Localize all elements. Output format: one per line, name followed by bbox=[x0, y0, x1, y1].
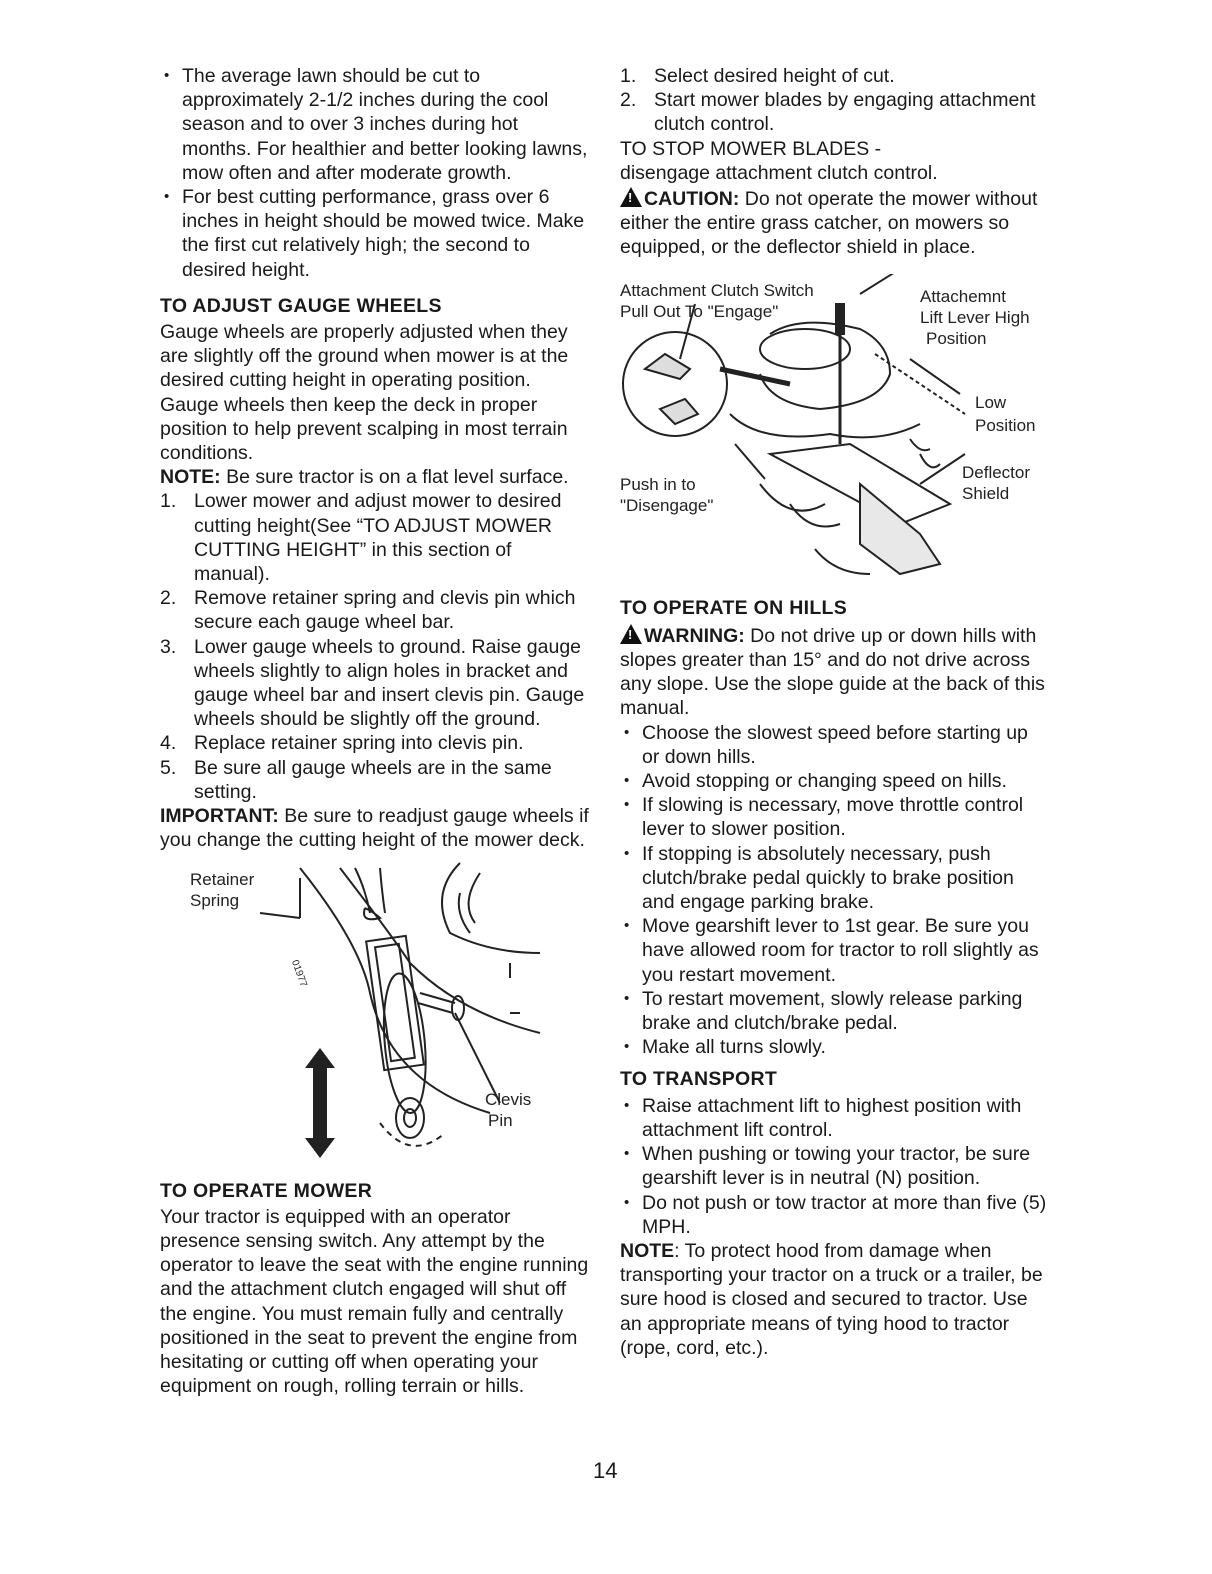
clutch-switch-figure bbox=[620, 274, 1050, 592]
step-text: Replace retainer spring into clevis pin. bbox=[194, 732, 524, 755]
gauge-note bbox=[160, 465, 590, 489]
step-number: 4. bbox=[160, 732, 177, 755]
clutch-label-line2: Pull Out To "Engage" bbox=[620, 301, 779, 321]
note-label: NOTE: bbox=[160, 466, 221, 489]
caution-text: Do not operate the mower without either the entire grass catcher, on mowers so equipped, or the deflector shield in place. bbox=[620, 188, 1038, 259]
list-item: • Raise attachment lift to highest position with attachment lift control. bbox=[620, 1094, 1050, 1142]
warning-text: Do not drive up or down hills with slopes greater than 15° and do not drive across any slope. Use the slope guide at the back of this manual. bbox=[620, 624, 1045, 720]
list-item: • For best cutting performance, grass over 6 inches in height should be mowed twice. Make the first cut relatively high; the second to desired height. bbox=[160, 185, 590, 282]
important-label: IMPORTANT: bbox=[160, 805, 279, 828]
list-item bbox=[160, 586, 590, 634]
mower-steps bbox=[620, 64, 1050, 137]
stop-blades-text: disengage attachment clutch control. bbox=[620, 161, 938, 184]
step-number: 2. bbox=[620, 89, 637, 112]
gauge-steps bbox=[160, 489, 590, 804]
deflector-label-line2: Shield bbox=[962, 483, 1010, 503]
clevis-label: Clevis bbox=[485, 1089, 532, 1109]
step-text: Lower gauge wheels to ground. Raise gauge wheels slightly to align holes in bracket and gauge wheel bar and insert clevis pin. Gauge wheels should be slightly off the ground. bbox=[194, 635, 585, 731]
deflector-label-line1: Deflector bbox=[962, 462, 1031, 482]
step-text: Remove retainer spring and clevis pin which secure each gauge wheel bar. bbox=[194, 587, 576, 634]
push-label-line2: "Disengage" bbox=[620, 495, 714, 515]
page-number: 14 bbox=[593, 1458, 618, 1483]
step-text: Start mower blades by engaging attachment clutch control. bbox=[654, 89, 1036, 136]
important-note bbox=[160, 804, 590, 852]
note-text: Be sure tractor is on a flat level surface. bbox=[220, 466, 569, 489]
transport-note bbox=[620, 1239, 1050, 1360]
caution-label: CAUTION: bbox=[644, 188, 740, 211]
spring-label: Spring bbox=[190, 890, 240, 910]
note-label: NOTE bbox=[620, 1239, 675, 1262]
right-column bbox=[620, 64, 1050, 1360]
low-label-line1: Low bbox=[975, 392, 1007, 412]
step-text: Lower mower and adjust mower to desired cutting height(See “TO ADJUST MOWER CUTTING HEIGHT” in this section of manual). bbox=[194, 490, 562, 586]
list-item: • Do not push or tow tractor at more than five (5) MPH. bbox=[620, 1191, 1050, 1239]
step-number: 1. bbox=[160, 490, 177, 513]
retainer-label: Retainer bbox=[190, 869, 255, 889]
list-item: • If stopping is absolutely necessary, push clutch/brake pedal quickly to brake position and engage parking brake. bbox=[620, 842, 1050, 915]
warning-triangle-icon bbox=[620, 187, 642, 207]
intro-bullet-list bbox=[160, 64, 590, 282]
transport-heading: TO TRANSPORT bbox=[620, 1068, 778, 1091]
important-text: Be sure to readjust gauge wheels if you change the cutting height of the mower deck. bbox=[160, 805, 589, 852]
stop-blades-line: TO STOP MOWER BLADES - bbox=[620, 137, 882, 160]
lift-label-line1: Attachemnt bbox=[920, 286, 1006, 306]
list-item: • Move gearshift lever to 1st gear. Be sure you have allowed room for tractor to roll slightly as you restart movement. bbox=[620, 914, 1050, 987]
gauge-heading: TO ADJUST GAUGE WHEELS bbox=[160, 294, 442, 317]
warning-label: WARNING: bbox=[644, 624, 745, 647]
gauge-wheel-figure bbox=[160, 853, 590, 1171]
list-item bbox=[160, 635, 590, 732]
step-number: 1. bbox=[620, 65, 637, 87]
push-label-line1: Push in to bbox=[620, 474, 696, 494]
list-item bbox=[160, 489, 590, 586]
lift-label-line3: Position bbox=[926, 328, 987, 348]
transport-bullet-list bbox=[620, 1094, 1050, 1239]
warning-paragraph bbox=[620, 624, 1050, 721]
step-text: Be sure all gauge wheels are in the same setting. bbox=[194, 756, 552, 803]
hills-heading: TO OPERATE ON HILLS bbox=[620, 596, 848, 619]
step-text: Select desired height of cut. bbox=[654, 65, 895, 87]
step-number: 5. bbox=[160, 756, 177, 779]
gauge-intro: Gauge wheels are properly adjusted when they are slightly off the ground when mower is at the desired cutting height in operating position. Gauge wheels then keep the deck in proper position to help prevent scalping in most terrain conditions. bbox=[160, 321, 569, 465]
list-item bbox=[160, 731, 590, 755]
left-column bbox=[160, 64, 590, 1398]
list-item bbox=[160, 756, 590, 804]
list-item: • Choose the slowest speed before starting up or down hills. bbox=[620, 721, 1050, 769]
warning-triangle-icon bbox=[620, 624, 642, 644]
list-item: • Avoid stopping or changing speed on hills. bbox=[620, 769, 1050, 793]
list-item: • Make all turns slowly. bbox=[620, 1035, 1050, 1059]
list-item bbox=[620, 64, 1050, 88]
clutch-label-line1: Attachment Clutch Switch bbox=[620, 280, 814, 300]
step-number: 3. bbox=[160, 635, 177, 658]
lift-label-line2: Lift Lever High bbox=[920, 307, 1030, 327]
list-item: • If slowing is necessary, move throttle control lever to slower position. bbox=[620, 793, 1050, 841]
operate-text: Your tractor is equipped with an operator presence sensing switch. Any attempt by the operator to leave the seat with the engine running and the attachment clutch engaged will shut off the engine. You must remain fully and centrally positioned in the seat to prevent the engine from hesitating or cutting off when operating your equipment on rough, rolling terrain or hills. bbox=[160, 1205, 589, 1398]
low-label-line2: Position bbox=[975, 415, 1036, 435]
list-item: • The average lawn should be cut to approximately 2-1/2 inches during the cool season and to over 3 inches during hot months. For healthier and better looking lawns, mow often and after moderate growth. bbox=[160, 64, 590, 185]
pin-label: Pin bbox=[488, 1110, 513, 1130]
note-text: : To protect hood from damage when transporting your tractor on a truck or a trailer, be sure hood is closed and secured to tractor. Use an appropriate means of tying hood to tractor (rope, cord, etc.). bbox=[620, 1239, 1043, 1359]
list-item bbox=[620, 88, 1050, 136]
list-item: • To restart movement, slowly release parking brake and clutch/brake pedal. bbox=[620, 987, 1050, 1035]
operate-heading: TO OPERATE MOWER bbox=[160, 1179, 373, 1202]
list-item: • When pushing or towing your tractor, be sure gearshift lever is in neutral (N) position. bbox=[620, 1142, 1050, 1190]
hills-bullet-list bbox=[620, 721, 1050, 1060]
figure-code: 01977 bbox=[288, 958, 309, 988]
caution-paragraph bbox=[620, 187, 1050, 260]
step-number: 2. bbox=[160, 587, 177, 610]
